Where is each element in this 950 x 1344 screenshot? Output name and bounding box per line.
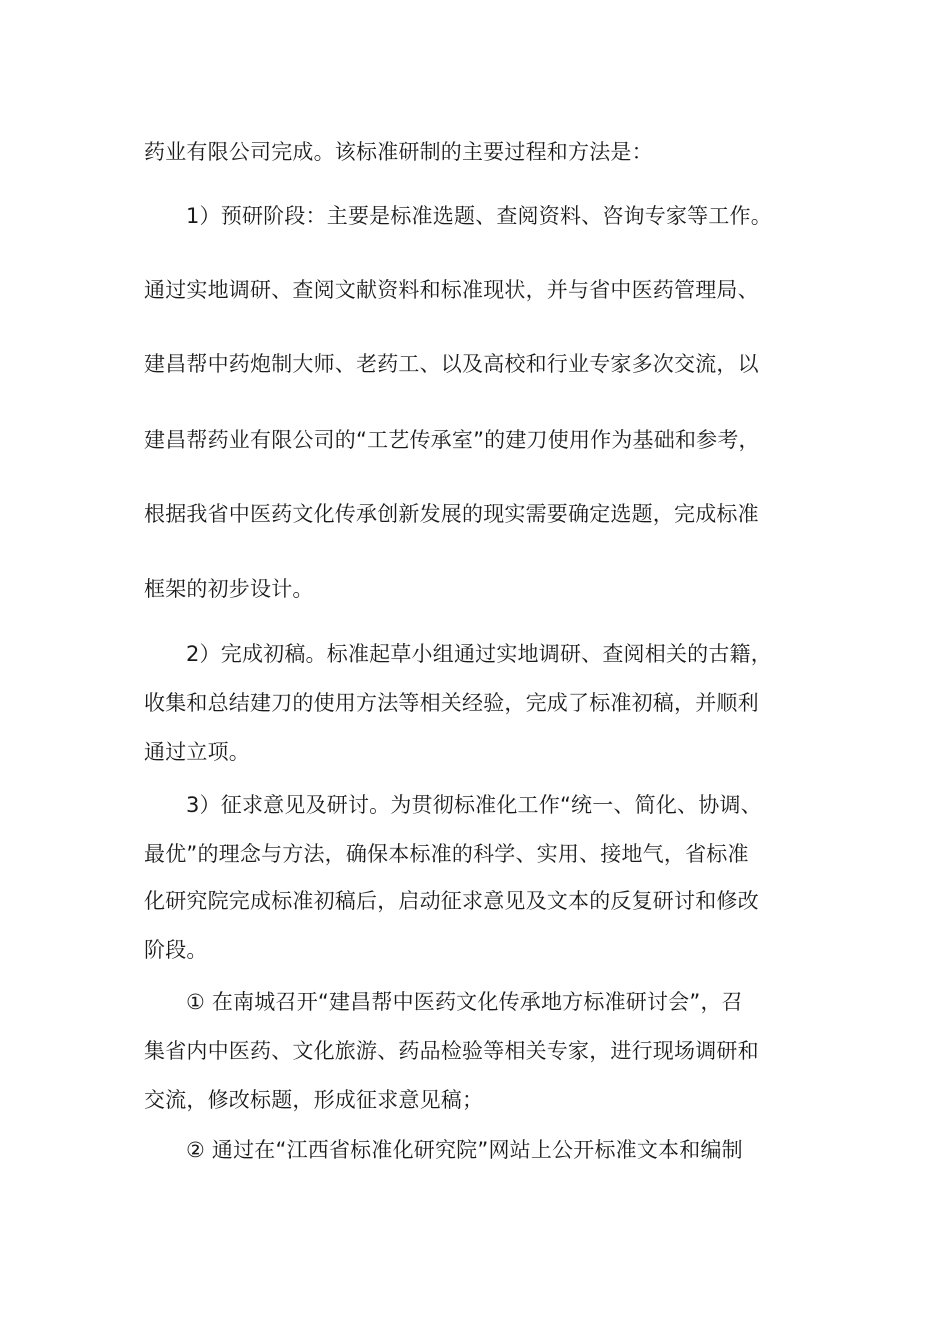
paragraph-line-9: 收集和总结建刀的使用方法等相关经验，完成了标准初稿，并顺利 [144, 691, 759, 715]
paragraph-line-12: 最优”的理念与方法，确保本标准的科学、实用、接地气，省标准 [144, 842, 749, 866]
paragraph-line-1: 药业有限公司完成。该标准研制的主要过程和方法是： [144, 140, 653, 164]
paragraph-line-14: 阶段。 [144, 938, 208, 962]
item-1-line: ① 在南城召开“建昌帮中医药文化传承地方标准研讨会”，召 [186, 990, 743, 1014]
paragraph-line-5: 建昌帮药业有限公司的“工艺传承室”的建刀使用作为基础和参考， [144, 428, 760, 452]
step-2-heading-line: 2）完成初稿。标准起草小组通过实地调研、查阅相关的古籍， [186, 642, 772, 666]
step-3-heading-line: 3）征求意见及研讨。为贯彻标准化工作“统一、简化、协调、 [186, 793, 762, 817]
paragraph-line-13: 化研究院完成标准初稿后，启动征求意见及文本的反复研讨和修改 [144, 889, 759, 913]
paragraph-line-6: 根据我省中医药文化传承创新发展的现实需要确定选题，完成标准 [144, 502, 759, 526]
paragraph-line-17: 交流，修改标题，形成征求意见稿； [144, 1088, 484, 1112]
step-1-heading-line: 1）预研阶段：主要是标准选题、查阅资料、咨询专家等工作。 [186, 204, 772, 228]
paragraph-line-4: 建昌帮中药炮制大师、老药工、以及高校和行业专家多次交流，以 [144, 352, 759, 376]
paragraph-line-16: 集省内中医药、文化旅游、药品检验等相关专家，进行现场调研和 [144, 1039, 759, 1063]
paragraph-line-10: 通过立项。 [144, 740, 250, 764]
item-2-line: ② 通过在“江西省标准化研究院”网站上公开标准文本和编制 [186, 1138, 743, 1162]
paragraph-line-3: 通过实地调研、查阅文献资料和标准现状，并与省中医药管理局、 [144, 278, 759, 302]
paragraph-line-7: 框架的初步设计。 [144, 577, 314, 601]
